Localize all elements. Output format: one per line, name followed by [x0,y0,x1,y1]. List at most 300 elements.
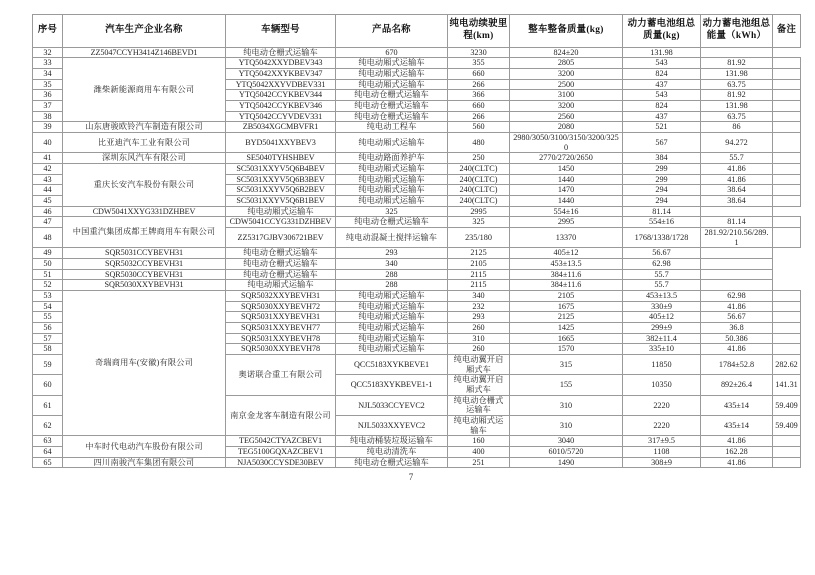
cell-product: 纯电动仓栅式运输车 [226,47,336,58]
cell-index: 60 [33,375,63,395]
cell-model: SC5031XXYV5Q6B2BEV [226,185,336,196]
cell-product: 纯电动翼开启厢式车 [448,354,510,374]
cell-range: 250 [448,153,510,164]
cell-company: 奇瑞商用车(安徽)有限公司 [63,290,226,435]
cell-range: 340 [336,258,448,269]
cell-battery-mass: 521 [623,122,701,133]
cell-product: 纯电动仓栅式运输车 [226,269,336,280]
cell-remark [773,227,801,247]
cell-remark [773,185,801,196]
cell-product: 纯电动厢式运输车 [226,280,336,291]
cell-battery-mass: 1768/1338/1728 [623,227,701,247]
cell-curb-mass: 1440 [510,195,623,206]
cell-model: QCC5183XYKBEVE1 [336,354,448,374]
cell-product: 纯电动厢式运输车 [336,322,448,333]
cell-remark [773,436,801,447]
cell-product: 纯电动厢式运输车 [336,185,448,196]
cell-index: 52 [33,280,63,291]
table-row [33,132,801,152]
cell-model: ZZ5047CCYH3414Z146BEVD1 [63,47,226,58]
cell-remark [701,248,773,259]
cell-model: SQR5031XXYBEVH77 [226,322,336,333]
cell-remark [773,312,801,323]
cell-index: 49 [33,248,63,259]
cell-model: ZZ5317GJBV306721BEV [226,227,336,247]
cell-index: 64 [33,447,63,458]
cell-battery-energy: 50.386 [701,333,773,344]
cell-battery-energy: 55.7 [623,280,701,291]
cell-remark [773,333,801,344]
cell-range: 670 [336,47,448,58]
table-row [33,206,801,217]
cell-model: SQR5030XXYBEVH78 [226,344,336,355]
cell-model: SQR5032CCYBEVH31 [63,258,226,269]
cell-range: 293 [336,248,448,259]
cell-model: SQR5030XXYBEVH31 [63,280,226,291]
cell-model: SC5031XXYV5Q6B3BEV [226,174,336,185]
cell-product: 纯电动厢式运输车 [336,195,448,206]
cell-range: 288 [336,269,448,280]
cell-curb-mass: 13370 [510,227,623,247]
cell-battery-energy: 281.92/210.56/289.1 [701,227,773,247]
cell-index: 35 [33,79,63,90]
cell-curb-mass: 2770/2720/2650 [510,153,623,164]
cell-battery-energy: 41.86 [701,301,773,312]
header-product: 产品名称 [336,15,448,48]
cell-range: 251 [448,457,510,468]
cell-range: 325 [448,217,510,228]
cell-model: CDW5041CCYG331DZHBEV [226,217,336,228]
table-row [33,217,801,228]
header-range: 纯电动续驶里程(km) [448,15,510,48]
cell-range: 660 [448,100,510,111]
cell-index: 62 [33,416,63,436]
cell-product: 纯电动厢式运输车 [336,68,448,79]
cell-range: 480 [448,132,510,152]
cell-remark [773,301,801,312]
cell-product: 纯电动厢式运输车 [226,206,336,217]
cell-remark [701,47,773,58]
cell-index: 48 [33,227,63,247]
cell-curb-mass: 2115 [448,280,510,291]
cell-index: 65 [33,457,63,468]
cell-battery-energy: 36.8 [701,322,773,333]
cell-remark [773,58,801,69]
cell-battery-energy: 63.75 [701,79,773,90]
cell-index: 37 [33,100,63,111]
header-company: 汽车生产企业名称 [63,15,226,48]
cell-battery-mass: 543 [623,90,701,101]
cell-model: YTQ5042XXYKBEV347 [226,68,336,79]
cell-range: 155 [510,375,623,395]
cell-remark [773,79,801,90]
cell-model: SE5040TYHSHBEV [226,153,336,164]
cell-index: 40 [33,132,63,152]
header-remark: 备注 [773,15,801,48]
cell-index: 53 [33,290,63,301]
cell-battery-mass: 308±9 [623,457,701,468]
cell-battery-mass: 567 [623,132,701,152]
cell-company: 奥诺联合重工有限公司 [226,354,336,395]
vehicle-catalog-table [32,14,801,468]
cell-curb-mass: 1665 [510,333,623,344]
cell-battery-energy: 282.62 [773,354,801,374]
cell-remark [701,258,773,269]
cell-battery-mass: 1108 [623,447,701,458]
cell-curb-mass: 2560 [510,111,623,122]
cell-battery-mass: 824 [623,68,701,79]
cell-range: 240(CLTC) [448,174,510,185]
cell-index: 34 [33,68,63,79]
table-header-row [33,15,801,48]
cell-curb-mass: 11850 [623,354,701,374]
cell-battery-mass: 317±9.5 [623,436,701,447]
cell-model: NJL5033XXYEVC2 [336,416,448,436]
cell-battery-energy: 41.86 [701,457,773,468]
cell-product: 纯电动仓栅式运输车 [226,248,336,259]
cell-company: 南京金龙客车制造有限公司 [226,395,336,436]
cell-curb-mass: 1490 [510,457,623,468]
cell-battery-mass: 1784±52.8 [701,354,773,374]
cell-range: 310 [448,333,510,344]
cell-index: 57 [33,333,63,344]
cell-index: 36 [33,90,63,101]
cell-index: 32 [33,47,63,58]
cell-index: 55 [33,312,63,323]
cell-model: CDW5041XXYG331DZHBEV [63,206,226,217]
cell-curb-mass: 2980/3050/3100/3150/3200/3250 [510,132,623,152]
cell-index: 43 [33,174,63,185]
cell-product: 纯电动仓栅式运输车 [226,258,336,269]
cell-product: 纯电动桶装垃圾运输车 [336,436,448,447]
cell-battery-mass: 335±10 [623,344,701,355]
cell-battery-energy: 55.7 [623,269,701,280]
cell-battery-mass: 299 [623,163,701,174]
cell-product: 纯电动仓栅式运输车 [448,395,510,415]
header-battery-mass: 动力蓄电池组总质量(kg) [623,15,701,48]
table-body [33,47,801,468]
cell-model: SQR5032XXYBEVH31 [226,290,336,301]
cell-battery-mass: 437 [623,111,701,122]
cell-curb-mass: 2125 [510,312,623,323]
cell-product: 纯电动厢式运输车 [336,290,448,301]
cell-model: SQR5030XXYBEVH72 [226,301,336,312]
cell-range: 240(CLTC) [448,185,510,196]
cell-battery-mass: 382±11.4 [623,333,701,344]
cell-battery-mass: 554±16 [623,217,701,228]
cell-company: 比亚迪汽车工业有限公司 [63,132,226,152]
cell-index: 63 [33,436,63,447]
cell-index: 50 [33,258,63,269]
cell-model: SQR5031CCYBEVH31 [63,248,226,259]
table-row [33,58,801,69]
cell-model: YTQ5042XXYVDBEV331 [226,79,336,90]
cell-index: 59 [33,354,63,374]
cell-battery-mass: 294 [623,185,701,196]
cell-product: 纯电动工程车 [336,122,448,133]
cell-index: 42 [33,163,63,174]
cell-battery-energy: 56.67 [701,312,773,323]
cell-company: 四川南骏汽车集团有限公司 [63,457,226,468]
cell-remark [773,447,801,458]
cell-curb-mass: 2805 [510,58,623,69]
cell-model: SC5031XXYV5Q6B4BEV [226,163,336,174]
cell-battery-energy: 59.409 [773,416,801,436]
cell-remark [773,153,801,164]
cell-battery-mass: 453±13.5 [510,258,623,269]
cell-curb-mass: 3040 [510,436,623,447]
cell-product: 纯电动厢式运输车 [336,132,448,152]
cell-battery-mass: 405±12 [510,248,623,259]
cell-range: 240(CLTC) [448,163,510,174]
cell-range: 355 [448,58,510,69]
cell-range: 235/180 [448,227,510,247]
cell-curb-mass: 2125 [448,248,510,259]
cell-index: 51 [33,269,63,280]
cell-product: 纯电动厢式运输车 [336,79,448,90]
cell-model: YTQ5042CCYKBEV346 [226,100,336,111]
cell-index: 58 [33,344,63,355]
cell-model: YTQ5042CCYVDEV331 [226,111,336,122]
cell-battery-energy: 86 [701,122,773,133]
cell-company: 深圳东风汽车有限公司 [63,153,226,164]
cell-model: NJL5033CCYEVC2 [336,395,448,415]
cell-battery-energy: 38.64 [701,195,773,206]
cell-range: 288 [336,280,448,291]
cell-remark [773,132,801,152]
cell-battery-energy: 41.86 [701,174,773,185]
cell-range: 366 [448,90,510,101]
cell-battery-energy: 41.86 [701,163,773,174]
cell-curb-mass: 2500 [510,79,623,90]
header-battery-energy: 动力蓄电池组总能量（kWh） [701,15,773,48]
cell-battery-energy: 81.92 [701,58,773,69]
cell-index: 61 [33,395,63,415]
cell-remark [701,269,773,280]
cell-battery-mass: 435±14 [701,416,773,436]
cell-curb-mass: 3200 [510,100,623,111]
cell-battery-energy: 62.98 [701,290,773,301]
cell-model: TEG5042CTYAZCBEV1 [226,436,336,447]
cell-product: 纯电动仓栅式运输车 [336,457,448,468]
cell-range: 232 [448,301,510,312]
cell-remark [773,100,801,111]
cell-curb-mass: 2105 [448,258,510,269]
cell-battery-mass: 384 [623,153,701,164]
cell-model: YTQ5042XXYDBEV343 [226,58,336,69]
cell-index: 33 [33,58,63,69]
table-header [33,15,801,48]
cell-battery-mass: 330±9 [623,301,701,312]
cell-model: QCC5183XYKBEVE1-1 [336,375,448,395]
cell-curb-mass: 2995 [510,217,623,228]
cell-model: YTQ5042CCYKBEV344 [226,90,336,101]
cell-battery-energy: 131.98 [701,100,773,111]
cell-battery-mass: 384±11.6 [510,280,623,291]
cell-range: 260 [448,344,510,355]
cell-model: SQR5031XXYBEVH31 [226,312,336,323]
cell-battery-mass: 824 [623,100,701,111]
cell-curb-mass: 2220 [623,416,701,436]
cell-remark [701,280,773,291]
cell-curb-mass: 10350 [623,375,701,395]
cell-battery-mass: 892±26.4 [701,375,773,395]
cell-company: 中国重汽集团成都王牌商用车有限公司 [63,217,226,248]
cell-product: 纯电动清洗车 [336,447,448,458]
cell-battery-energy: 81.92 [701,90,773,101]
cell-curb-mass: 2115 [448,269,510,280]
cell-remark [773,457,801,468]
cell-curb-mass: 2080 [510,122,623,133]
header-curb-mass: 整车整备质量(kg) [510,15,623,48]
cell-battery-energy: 63.75 [701,111,773,122]
cell-product: 纯电动仓栅式运输车 [336,111,448,122]
cell-curb-mass: 6010/5720 [510,447,623,458]
cell-battery-mass: 384±11.6 [510,269,623,280]
cell-index: 56 [33,322,63,333]
cell-remark [773,68,801,79]
cell-remark [773,290,801,301]
cell-range: 400 [448,447,510,458]
cell-curb-mass: 1425 [510,322,623,333]
cell-model: SQR5030CCYBEVH31 [63,269,226,280]
cell-product: 纯电动仓栅式运输车 [336,90,448,101]
cell-battery-energy: 131.98 [623,47,701,58]
cell-remark [773,122,801,133]
cell-battery-energy: 62.98 [623,258,701,269]
cell-index: 41 [33,153,63,164]
cell-battery-mass: 405±12 [623,312,701,323]
cell-range: 315 [510,354,623,374]
cell-company: 重庆长安汽车股份有限公司 [63,163,226,206]
cell-remark [701,206,773,217]
cell-battery-energy: 55.7 [701,153,773,164]
cell-range: 266 [448,111,510,122]
cell-range: 293 [448,312,510,323]
cell-remark [773,111,801,122]
cell-product: 纯电动厢式运输车 [336,301,448,312]
cell-battery-mass: 435±14 [701,395,773,415]
cell-range: 660 [448,68,510,79]
cell-index: 47 [33,217,63,228]
page-number: 7 [408,472,414,483]
cell-battery-energy: 131.98 [701,68,773,79]
cell-model: TEG5100GQXAZCBEV1 [226,447,336,458]
cell-curb-mass: 2220 [623,395,701,415]
cell-product: 纯电动仓栅式运输车 [336,100,448,111]
cell-range: 325 [336,206,448,217]
cell-model: ZB5034XGCMBVFR1 [226,122,336,133]
cell-curb-mass: 1570 [510,344,623,355]
cell-product: 纯电动厢式运输车 [336,174,448,185]
cell-remark [773,90,801,101]
cell-product: 纯电动厢式运输车 [336,333,448,344]
table-row [33,153,801,164]
cell-battery-mass: 453±13.5 [623,290,701,301]
cell-battery-energy: 162.28 [701,447,773,458]
table-row [33,122,801,133]
cell-range: 310 [510,395,623,415]
cell-index: 38 [33,111,63,122]
table-row [33,436,801,447]
cell-curb-mass: 3100 [510,90,623,101]
cell-remark [773,344,801,355]
cell-battery-mass: 294 [623,195,701,206]
cell-battery-mass: 824±20 [510,47,623,58]
cell-battery-energy: 94.272 [701,132,773,152]
cell-remark [773,217,801,228]
cell-battery-energy: 81.14 [701,217,773,228]
cell-curb-mass: 1470 [510,185,623,196]
cell-product: 纯电动路面养护车 [336,153,448,164]
cell-range: 560 [448,122,510,133]
cell-range: 340 [448,290,510,301]
cell-curb-mass: 3230 [448,47,510,58]
header-model: 车辆型号 [226,15,336,48]
table-row [33,163,801,174]
cell-battery-energy: 141.31 [773,375,801,395]
cell-range: 240(CLTC) [448,195,510,206]
cell-battery-energy: 59.409 [773,395,801,415]
cell-curb-mass: 3200 [510,68,623,79]
header-index: 序号 [33,15,63,48]
cell-curb-mass: 1450 [510,163,623,174]
cell-battery-energy: 81.14 [623,206,701,217]
cell-model: SC5031XXYV5Q6B1BEV [226,195,336,206]
cell-battery-mass: 299 [623,174,701,185]
cell-range: 260 [448,322,510,333]
cell-model: SQR5031XXYBEVH78 [226,333,336,344]
cell-remark [773,322,801,333]
cell-company: 潍柴新能源商用车有限公司 [63,58,226,122]
cell-battery-energy: 56.67 [623,248,701,259]
cell-index: 39 [33,122,63,133]
cell-curb-mass: 2105 [510,290,623,301]
cell-curb-mass: 2995 [448,206,510,217]
cell-index: 45 [33,195,63,206]
cell-battery-mass: 437 [623,79,701,90]
cell-company: 中车时代电动汽车股份有限公司 [63,436,226,457]
cell-battery-mass: 299±9 [623,322,701,333]
cell-battery-mass: 554±16 [510,206,623,217]
cell-product: 纯电动厢式运输车 [336,344,448,355]
table-row [33,457,801,468]
table-row [33,269,801,280]
cell-product: 纯电动厢式运输车 [336,58,448,69]
table-row [33,248,801,259]
table-row [33,47,801,58]
cell-product: 纯电动厢式运输车 [448,416,510,436]
table-row [33,290,801,301]
cell-curb-mass: 1440 [510,174,623,185]
cell-remark [773,163,801,174]
cell-product: 纯电动仓栅式运输车 [336,217,448,228]
cell-remark [773,195,801,206]
cell-model: NJA5030CCYSDE30BEV [226,457,336,468]
cell-battery-mass: 543 [623,58,701,69]
cell-battery-energy: 41.86 [701,344,773,355]
cell-range: 160 [448,436,510,447]
cell-range: 310 [510,416,623,436]
cell-product: 纯电动混凝土搅拌运输车 [336,227,448,247]
cell-index: 44 [33,185,63,196]
cell-battery-energy: 38.64 [701,185,773,196]
cell-index: 46 [33,206,63,217]
table-row [33,280,801,291]
cell-company: 山东唐骏欧铃汽车制造有限公司 [63,122,226,133]
cell-model: BYD5041XXYBEV3 [226,132,336,152]
cell-remark [773,174,801,185]
